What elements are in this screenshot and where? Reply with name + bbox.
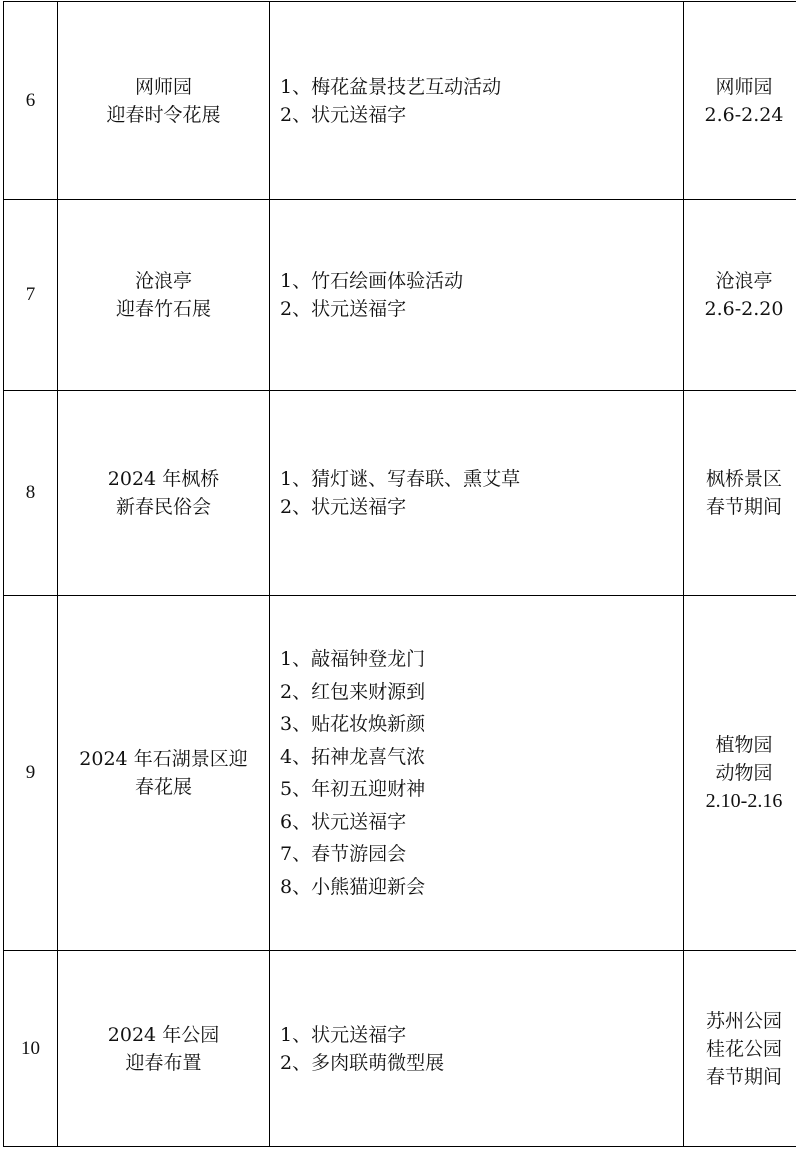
- time-period: 春节期间: [705, 1065, 782, 1088]
- event-name-line: 网师园: [134, 75, 192, 98]
- row-number: 6: [4, 2, 58, 200]
- event-name-line: 2024 年石湖景区迎: [79, 748, 248, 770]
- location-line: 植物园: [715, 734, 773, 756]
- row-number: 9: [4, 596, 58, 951]
- activity-item: 1、梅花盆景技艺互动活动: [280, 75, 502, 98]
- activity-item: 2、状元送福字: [280, 496, 407, 518]
- location-cell: [684, 596, 796, 951]
- event-name-line: 新春民俗会: [115, 496, 211, 518]
- table-row: [4, 2, 796, 200]
- activities-cell: [270, 391, 684, 596]
- location-line: 桂花公园: [705, 1037, 782, 1060]
- event-name-line: 迎春竹石展: [115, 298, 211, 320]
- activity-item: 2、状元送福字: [280, 298, 407, 320]
- date-range: 春节期间: [705, 496, 782, 518]
- event-name-line: 2024 年公园: [107, 1023, 220, 1046]
- event-name-line: 迎春时令花展: [106, 103, 221, 126]
- location-line: 沧浪亭: [715, 270, 773, 292]
- row-number: 8: [4, 391, 58, 596]
- location-cell: [684, 200, 796, 391]
- activity-item: 1、竹石绘画体验活动: [280, 270, 464, 292]
- activities-cell: [270, 2, 684, 200]
- event-name-line: 迎春布置: [125, 1051, 202, 1074]
- event-name-cell: [58, 2, 270, 200]
- activity-item: 2、红包来财源到: [280, 680, 426, 703]
- location-cell: [684, 391, 796, 596]
- row-number: 7: [4, 200, 58, 391]
- events-table: [3, 1, 796, 1147]
- table-row: [4, 200, 796, 391]
- date-range: 2.6-2.20: [704, 298, 784, 320]
- activity-item: 8、小熊猫迎新会: [280, 875, 426, 898]
- activities-cell: [270, 596, 684, 951]
- location-line: 枫桥景区: [705, 468, 782, 490]
- table-row: [4, 391, 796, 596]
- location-cell: [684, 951, 796, 1147]
- location-line: 动物园: [715, 762, 773, 784]
- event-name-line: 沧浪亭: [134, 270, 192, 292]
- event-name-line: 2024 年枫桥: [107, 468, 220, 490]
- activity-item: 3、贴花妆焕新颜: [280, 713, 426, 735]
- activity-item: 1、猜灯谜、写春联、熏艾草: [280, 468, 521, 490]
- activity-item: 7、春节游园会: [280, 843, 407, 865]
- activity-item: 5、年初五迎财神: [280, 778, 426, 800]
- activity-item: 4、拓神龙喜气浓: [280, 745, 426, 768]
- row-number: 10: [4, 951, 58, 1147]
- activities-cell: [270, 200, 684, 391]
- table-row: [4, 951, 796, 1147]
- activity-item: 2、多肉联萌微型展: [280, 1051, 445, 1074]
- date-range: 2.10-2.16: [705, 790, 783, 812]
- activity-item: 6、状元送福字: [280, 810, 407, 833]
- event-name-cell: [58, 200, 270, 391]
- activity-item: 1、状元送福字: [280, 1023, 407, 1046]
- activity-item: 1、敲福钟登龙门: [280, 648, 426, 670]
- activity-item: 2、状元送福字: [280, 103, 407, 126]
- location-line: 网师园: [715, 75, 773, 98]
- location-line: 苏州公园: [705, 1009, 782, 1032]
- event-name-cell: [58, 596, 270, 951]
- event-name-line: 春花展: [134, 776, 192, 798]
- date-range: 2.6-2.24: [704, 103, 784, 126]
- activities-cell: [270, 951, 684, 1147]
- table-row: [4, 596, 796, 951]
- event-name-cell: [58, 951, 270, 1147]
- location-cell: [684, 2, 796, 200]
- event-name-cell: [58, 391, 270, 596]
